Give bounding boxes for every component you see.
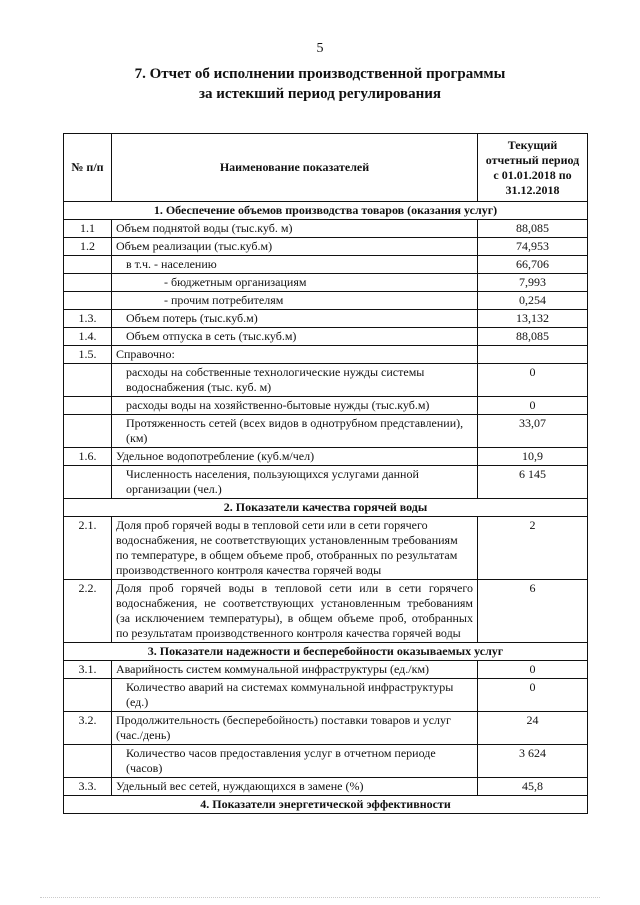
row-name: - бюджетным организациям — [112, 274, 478, 292]
report-table — [63, 133, 588, 814]
row-name: Численность населения, пользующихся услугами данной организации (чел.) — [112, 466, 478, 499]
row-num: 3.2. — [64, 712, 112, 745]
row-num — [64, 466, 112, 499]
row-value: 45,8 — [478, 778, 588, 796]
row-name: Количество часов предоставления услуг в отчетном периоде (часов) — [112, 745, 478, 778]
section-title: 2. Показатели качества горячей воды — [64, 499, 588, 517]
section-row — [64, 643, 588, 661]
row-num: 1.2 — [64, 238, 112, 256]
scan-edge-line — [40, 897, 600, 902]
row-num: 1.3. — [64, 310, 112, 328]
row-num: 2.1. — [64, 517, 112, 580]
row-value: 6 — [478, 580, 588, 643]
table-row — [64, 220, 588, 238]
row-value: 88,085 — [478, 328, 588, 346]
table-row — [64, 580, 588, 643]
row-num — [64, 292, 112, 310]
section-title: 4. Показатели энергетической эффективности — [64, 796, 588, 814]
row-num: 3.3. — [64, 778, 112, 796]
row-name: Доля проб горячей воды в тепловой сети или в сети горячего водоснабжения, не соответствующих установленным требованиям (за исключением температуры), в общем объеме проб, отобранных по результатам производственного контроля качества горячей воды — [112, 580, 478, 643]
row-value: 0 — [478, 397, 588, 415]
table-row — [64, 517, 588, 580]
row-name: Количество аварий на системах коммунальной инфраструктуры (ед.) — [112, 679, 478, 712]
row-value — [478, 346, 588, 364]
section-row — [64, 499, 588, 517]
table-row — [64, 679, 588, 712]
section-title: 3. Показатели надежности и бесперебойности оказываемых услуг — [64, 643, 588, 661]
table-header-row — [64, 134, 588, 202]
section-row — [64, 202, 588, 220]
table-row — [64, 712, 588, 745]
section-title: 1. Обеспечение объемов производства товаров (оказания услуг) — [64, 202, 588, 220]
row-name: в т.ч. - населению — [112, 256, 478, 274]
table-row — [64, 778, 588, 796]
table-row — [64, 745, 588, 778]
row-name: Протяженность сетей (всех видов в однотрубном представлении), (км) — [112, 415, 478, 448]
row-name: Объем реализации (тыс.куб.м) — [112, 238, 478, 256]
row-value: 88,085 — [478, 220, 588, 238]
row-name: Объем потерь (тыс.куб.м) — [112, 310, 478, 328]
table-row — [64, 274, 588, 292]
row-num — [64, 364, 112, 397]
row-name: расходы на собственные технологические нужды системы водоснабжения (тыс. куб. м) — [112, 364, 478, 397]
row-name: Доля проб горячей воды в тепловой сети или в сети горячего водоснабжения, не соответствующих установленным требованиям по температуре, в общем объеме проб, отобранных по результатам производственного контроля качества горячей воды — [112, 517, 478, 580]
col-header-num: № п/п — [64, 134, 112, 202]
row-num: 1.5. — [64, 346, 112, 364]
table-row — [64, 256, 588, 274]
table-row — [64, 310, 588, 328]
row-name: Справочно: — [112, 346, 478, 364]
row-name: Объем отпуска в сеть (тыс.куб.м) — [112, 328, 478, 346]
row-num: 1.6. — [64, 448, 112, 466]
row-value: 74,953 — [478, 238, 588, 256]
period-line-3: с 01.01.2018 по — [493, 167, 572, 182]
row-value: 0 — [478, 364, 588, 397]
table-row — [64, 364, 588, 397]
row-value: 7,993 — [478, 274, 588, 292]
table-row — [64, 292, 588, 310]
table-row — [64, 397, 588, 415]
row-value: 66,706 — [478, 256, 588, 274]
row-num — [64, 274, 112, 292]
row-name: - прочим потребителям — [112, 292, 478, 310]
row-num — [64, 415, 112, 448]
row-value: 2 — [478, 517, 588, 580]
table-row — [64, 328, 588, 346]
row-value: 6 145 — [478, 466, 588, 499]
period-line-1: Текущий — [507, 137, 558, 152]
row-value: 0 — [478, 661, 588, 679]
row-num: 2.2. — [64, 580, 112, 643]
row-name: Объем поднятой воды (тыс.куб. м) — [112, 220, 478, 238]
table-row — [64, 466, 588, 499]
col-header-period — [478, 134, 588, 202]
table-row — [64, 415, 588, 448]
row-value: 33,07 — [478, 415, 588, 448]
row-value: 24 — [478, 712, 588, 745]
row-value: 10,9 — [478, 448, 588, 466]
row-num — [64, 745, 112, 778]
report-subtitle: за истекший период регулирования — [198, 86, 442, 102]
row-num — [64, 679, 112, 712]
row-num: 1.1 — [64, 220, 112, 238]
section-row — [64, 796, 588, 814]
row-name: Аварийность систем коммунальной инфраструктуры (ед./км) — [112, 661, 478, 679]
row-num — [64, 397, 112, 415]
row-name: Продолжительность (бесперебойность) поставки товаров и услуг (час./день) — [112, 712, 478, 745]
row-value: 0,254 — [478, 292, 588, 310]
report-title: 7. Отчет об исполнении производственной программы — [134, 66, 506, 82]
period-line-2: отчетный период — [485, 152, 580, 167]
row-value: 3 624 — [478, 745, 588, 778]
row-name: расходы воды на хозяйственно-бытовые нужды (тыс.куб.м) — [112, 397, 478, 415]
row-num: 1.4. — [64, 328, 112, 346]
table-row — [64, 238, 588, 256]
table-row — [64, 448, 588, 466]
table-row — [64, 346, 588, 364]
row-num — [64, 256, 112, 274]
table-row — [64, 661, 588, 679]
row-name: Удельный вес сетей, нуждающихся в замене (%) — [112, 778, 478, 796]
page-number: 5 — [316, 41, 324, 56]
period-line-4: 31.12.2018 — [505, 182, 560, 197]
row-num: 3.1. — [64, 661, 112, 679]
col-header-name: Наименование показателей — [112, 134, 478, 202]
row-value: 13,132 — [478, 310, 588, 328]
row-value: 0 — [478, 679, 588, 712]
row-name: Удельное водопотребление (куб.м/чел) — [112, 448, 478, 466]
